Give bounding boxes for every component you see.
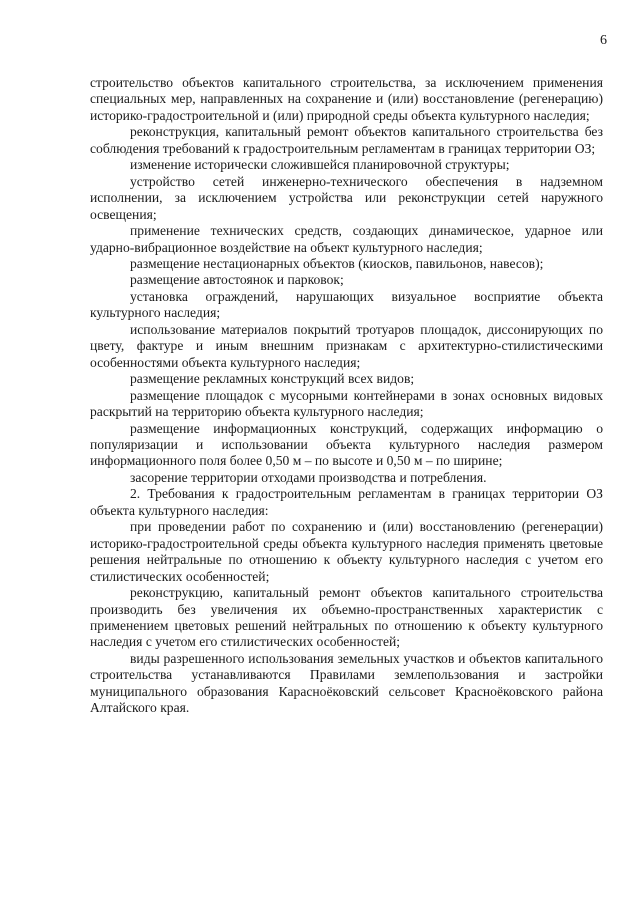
paragraph: засорение территории отходами производства и потребления. — [130, 469, 487, 485]
paragraph: реконструкция, капитальный ремонт объектов капитального строительства без соблюдения требований к градостроительным регламентам в границах территории ОЗ; — [90, 124, 603, 156]
paragraph: при проведении работ по сохранению и (или) восстановлению (регенерации) историко-градостроительной среды объекта культурного наследия применять цветовые решения нейтральные по отношению к объекту культурного наследия с учетом его стилистических особенностей; — [90, 519, 603, 584]
document-body — [90, 75, 603, 717]
paragraph: размещение автостоянок и парковок; — [130, 272, 344, 288]
paragraph: размещение информационных конструкций, содержащих информацию о популяризации и использовании объекта культурного наследия размером информационного поля более 0,50 м – по высоте и 0,50 м – по ширине; — [90, 420, 603, 469]
paragraph: размещение нестационарных объектов (киосков, павильонов, навесов); — [130, 255, 544, 271]
paragraph: реконструкцию, капитальный ремонт объектов капитального строительства производить без увеличения их объемно-пространственных характеристик с применением цветовых решений нейтральных по отношению к объекту культурного наследия с учетом его стилистических особенностей; — [90, 585, 603, 650]
section-heading: 2. Требования к градостроительным регламентам в границах территории ОЗ объекта культурного наследия: — [90, 486, 603, 518]
paragraph: использование материалов покрытий тротуаров площадок, диссонирующих по цвету, фактуре и иным внешним признакам с архитектурно-стилистическими особенностями объекта культурного наследия; — [90, 321, 603, 370]
paragraph: строительство объектов капитального строительства, за исключением применения специальных мер, направленных на сохранение и (или) восстановление (регенерацию) историко-градостроительной и (или) природной среды объекта культурного наследия; — [90, 75, 603, 123]
paragraph: размещение рекламных конструкций всех видов; — [130, 371, 415, 387]
paragraph: устройство сетей инженерно-технического обеспечения в надземном исполнении, за исключением устройства или реконструкции сетей наружного освещения; — [90, 173, 603, 222]
paragraph: установка ограждений, нарушающих визуальное восприятие объекта культурного наследия; — [90, 288, 603, 321]
paragraph: изменение исторически сложившейся планировочной структуры; — [130, 157, 510, 173]
paragraph: применение технических средств, создающих динамическое, ударное или ударно-вибрационное воздействие на объект культурного наследия; — [90, 223, 603, 255]
paragraph: виды разрешенного использования земельных участков и объектов капитального строительства устанавливаются Правилами землепользования и застройки муниципального образования Карасноёковский сельсовет Красноёковского района Алтайского края. — [90, 650, 603, 716]
page-number: 6 — [600, 33, 607, 48]
paragraph: размещение площадок с мусорными контейнерами в зонах основных видовых раскрытий на территорию объекта культурного наследия; — [90, 387, 603, 420]
